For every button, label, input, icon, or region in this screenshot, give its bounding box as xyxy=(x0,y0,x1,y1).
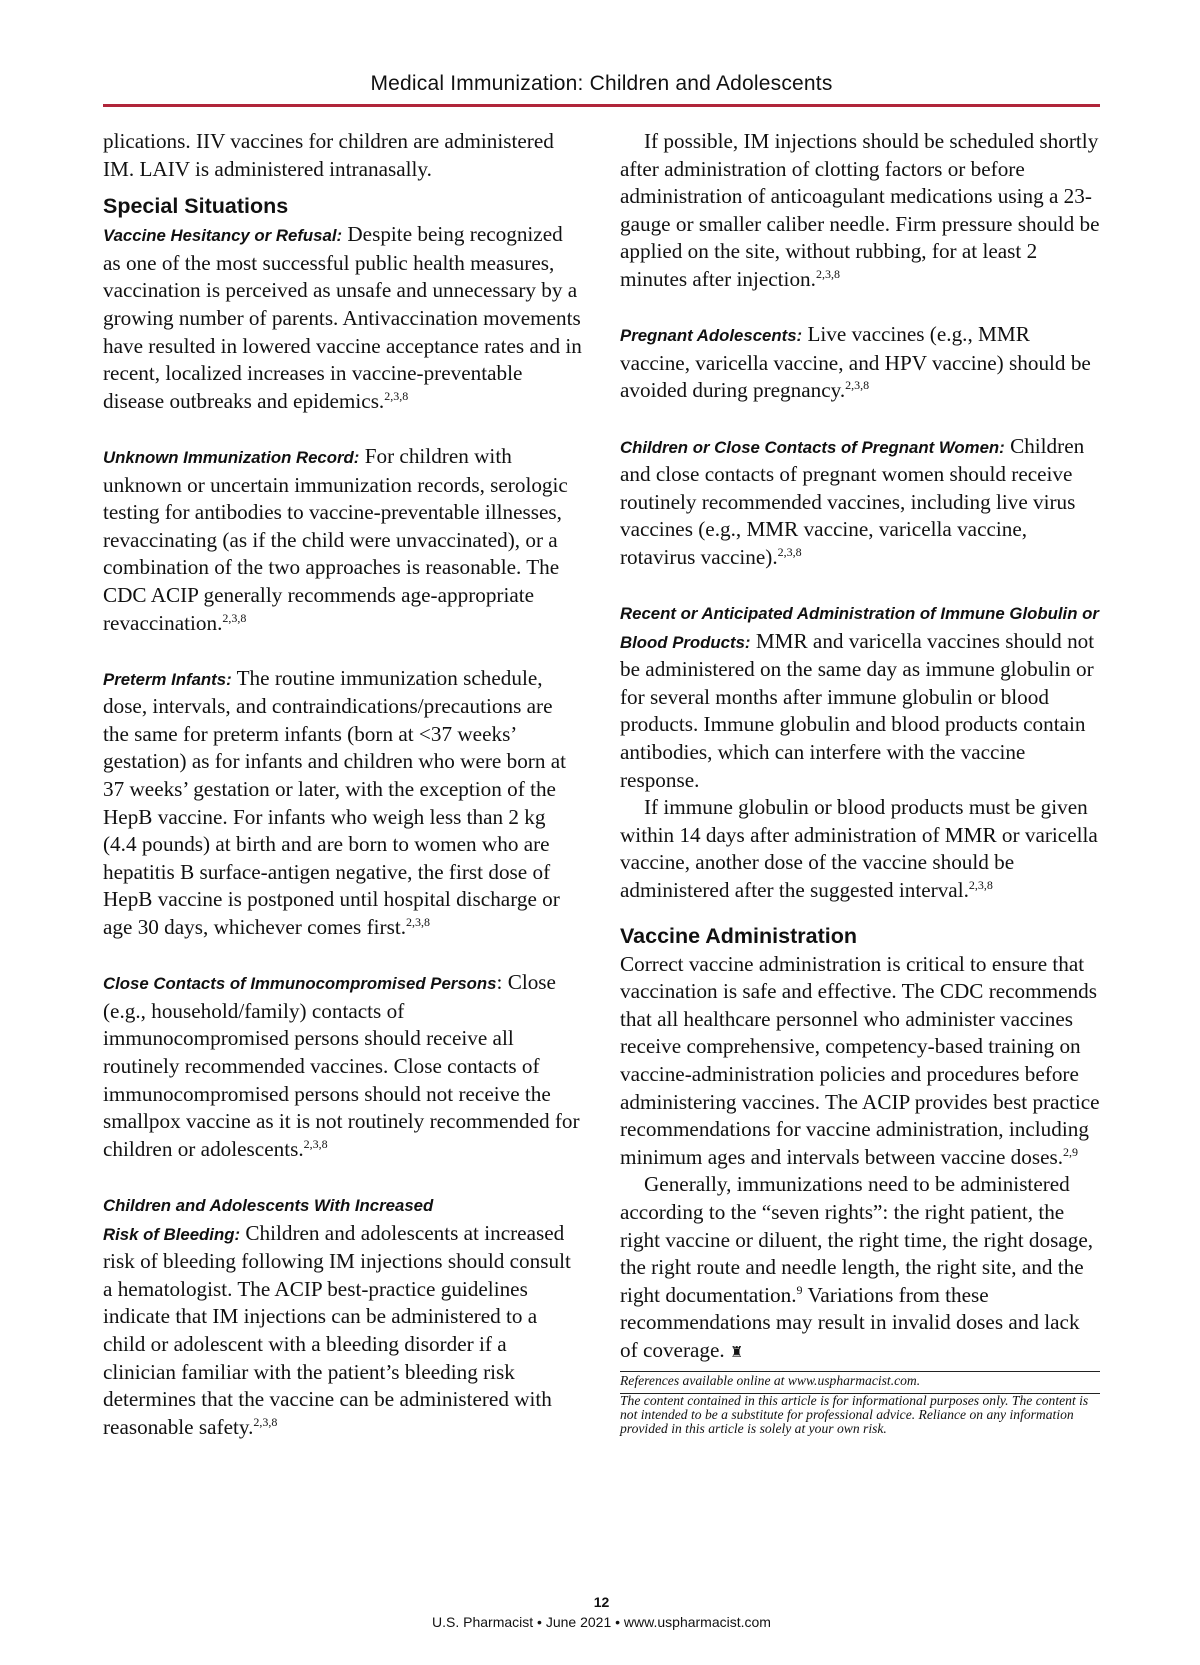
disclaimer: The content contained in this article is for informational purposes only. The content is not intended to be a substitute for professional advice. Reliance on any information provided in this article is solely at your own risk. xyxy=(620,1392,1089,1436)
paragraph-bleeding-risk xyxy=(103,1191,583,1441)
paragraph-immune-globulin-interval xyxy=(620,794,1100,904)
section-heading-vaccine-administration: Vaccine Administration xyxy=(620,923,857,948)
paragraph-text: If immune globulin or blood products must be given within 14 days after administration of MMR or varicella vaccine, another dose of the vaccine should be administered after the suggested interval. xyxy=(620,795,1098,903)
running-header: Medical Immunization: Children and Adolescents xyxy=(370,72,833,95)
publication-footer: U.S. Pharmacist • June 2021 • www.uspharmacist.com xyxy=(432,1614,771,1630)
end-of-article-icon: ♜ xyxy=(730,1342,744,1361)
paragraph-text: Correct vaccine administration is critical to ensure that vaccination is safe and effective. The CDC recommends that all healthcare personnel who administer vaccines receive comprehensive, competency-based training on vaccine-administration policies and procedures before administering vaccines. The ACIP provides best practice recommendations for vaccine administration, including minimum ages and intervals between vaccine doses. xyxy=(620,951,1100,1169)
paragraph-text: MMR and varicella vaccines should not be administered on the same day as immune globulin or for several months after immune globulin or blood products. Immune globulin and blood products contain antibodies, which can interfere with the vaccine response. xyxy=(620,628,1095,792)
paragraph-preterm-infants xyxy=(103,665,583,942)
subheading-label: Risk of Bleeding: xyxy=(103,1224,241,1244)
references-note: References available online at www.uspharmacist.com. xyxy=(620,1372,921,1388)
paragraph-correct-administration xyxy=(620,951,1100,1172)
references-rule xyxy=(620,1371,1100,1372)
paragraph-text: Close (e.g., household/family) contacts of immunocompromised persons should receive all routinely recommended vaccines. Close contacts of immunocompromised persons should not receive the smallpox vaccine as it is not routinely recommended for children or adolescents. xyxy=(103,970,580,1161)
subheading-label: Recent or Anticipated Administration of Immune Globulin or Blood Products: xyxy=(620,604,1099,652)
paragraph-text: Children and adolescents at increased risk of bleeding following IM injections should consult a hematologist. The ACIP best-practice guidelines indicate that IM injections can be administered to a child or adolescent with a bleeding disorder if a clinician familiar with the patient’s bleeding risk determines that the vaccine can be administered with reasonable safety. xyxy=(103,1220,571,1439)
citation: 2,3,8 xyxy=(303,1136,328,1151)
paragraph-text: Despite being recognized as one of the most successful public health measures, vaccination is perceived as unsafe and unnecessary by a growing number of parents. Antivaccination movements have resulted in lowered vaccine acceptance rates and in recent, localized increases in vaccine-preventable disease outbreaks and epidemics. xyxy=(103,222,582,413)
citation: 2,3,8 xyxy=(406,914,430,929)
paragraph-text: Variations from these recommendations may result in invalid doses and lack of coverage. xyxy=(620,1282,1080,1362)
subheading-label: Children and Adolescents With Increased xyxy=(103,1195,434,1215)
citation: 2,3,8 xyxy=(777,544,802,559)
paragraph-close-contacts-immunocompromised xyxy=(103,969,583,1163)
section-heading-special-situations: Special Situations xyxy=(103,194,289,219)
citation: 2,3,8 xyxy=(845,378,870,393)
subheading-label: Vaccine Hesitancy or Refusal: xyxy=(103,226,343,246)
paragraph-im-injections xyxy=(620,128,1100,294)
subheading-colon: : xyxy=(496,970,503,995)
citation: 9 xyxy=(796,1282,803,1297)
citation: 2,3,8 xyxy=(815,266,840,281)
paragraph-vaccine-hesitancy xyxy=(103,221,583,415)
left-column xyxy=(103,128,583,1441)
paragraph-pregnant-adolescents xyxy=(620,321,1100,405)
paragraph-seven-rights xyxy=(620,1171,1100,1366)
paragraph-contacts-pregnant-women xyxy=(620,433,1100,572)
citation: 2,3,8 xyxy=(384,388,409,403)
paragraph-text: Generally, immunizations need to be administered according to the “seven rights”: the right patient, the right vaccine or diluent, the right time, the right dosage, the right route and needle length, the right site, and the right documentation. xyxy=(620,1172,1094,1307)
paragraph-unknown-record xyxy=(103,443,583,637)
header-rule xyxy=(103,104,1100,107)
subheading-label: Unknown Immunization Record: xyxy=(103,447,360,467)
subheading-label: Preterm Infants: xyxy=(103,669,232,689)
page-number: 12 xyxy=(593,1594,610,1610)
citation: 2,3,8 xyxy=(968,877,993,892)
paragraph-text: The routine immunization schedule, dose, intervals, and contraindications/precautions are the same for preterm infants (born at <37 weeks’ gestation) as for infants and children who were born at 37 weeks’ gestation or later, with the exception of the HepB vaccine. For infants who weigh less than 2 kg (4.4 pounds) at birth and are born to women who are hepatitis B surface-antigen negative, the first dose of HepB vaccine is postponed until hospital discharge or age 30 days, whichever comes first. xyxy=(103,665,567,940)
paragraph-immune-globulin xyxy=(620,599,1100,794)
citation: 2,3,8 xyxy=(222,610,247,625)
subheading-label: Children or Close Contacts of Pregnant Women: xyxy=(620,437,1005,457)
right-column xyxy=(620,128,1100,1436)
paragraph xyxy=(103,128,583,183)
paragraph-text: Children and close contacts of pregnant women should receive routinely recommended vaccines, including live virus vaccines (e.g., MMR vaccine, varicella vaccine, rotavirus vaccine). xyxy=(620,433,1085,569)
subheading-label: Close Contacts of Immunocompromised Persons xyxy=(103,974,497,994)
citation: 2,9 xyxy=(1063,1144,1079,1159)
paragraph-text: For children with unknown or uncertain immunization records, serologic testing for antibodies to vaccine-preventable illnesses, revaccinating (as if the child were unvaccinated), or a combination of the two approaches is reasonable. The CDC ACIP generally recommends age-appropriate revaccination. xyxy=(103,443,568,635)
paragraph-text: Live vaccines (e.g., MMR vaccine, varicella vaccine, and HPV vaccine) should be avoided during pregnancy. xyxy=(620,322,1091,403)
paragraph-text: plications. IIV vaccines for children are administered IM. LAIV is administered intranasally. xyxy=(103,129,554,181)
paragraph-text: If possible, IM injections should be scheduled shortly after administration of clotting factors or before administration of anticoagulant medications using a 23-gauge or smaller caliber needle. Firm pressure should be applied on the site, without rubbing, for at least 2 minutes after injection. xyxy=(620,129,1100,291)
citation: 2,3,8 xyxy=(253,1414,278,1429)
subheading-label: Pregnant Adolescents: xyxy=(620,326,803,346)
